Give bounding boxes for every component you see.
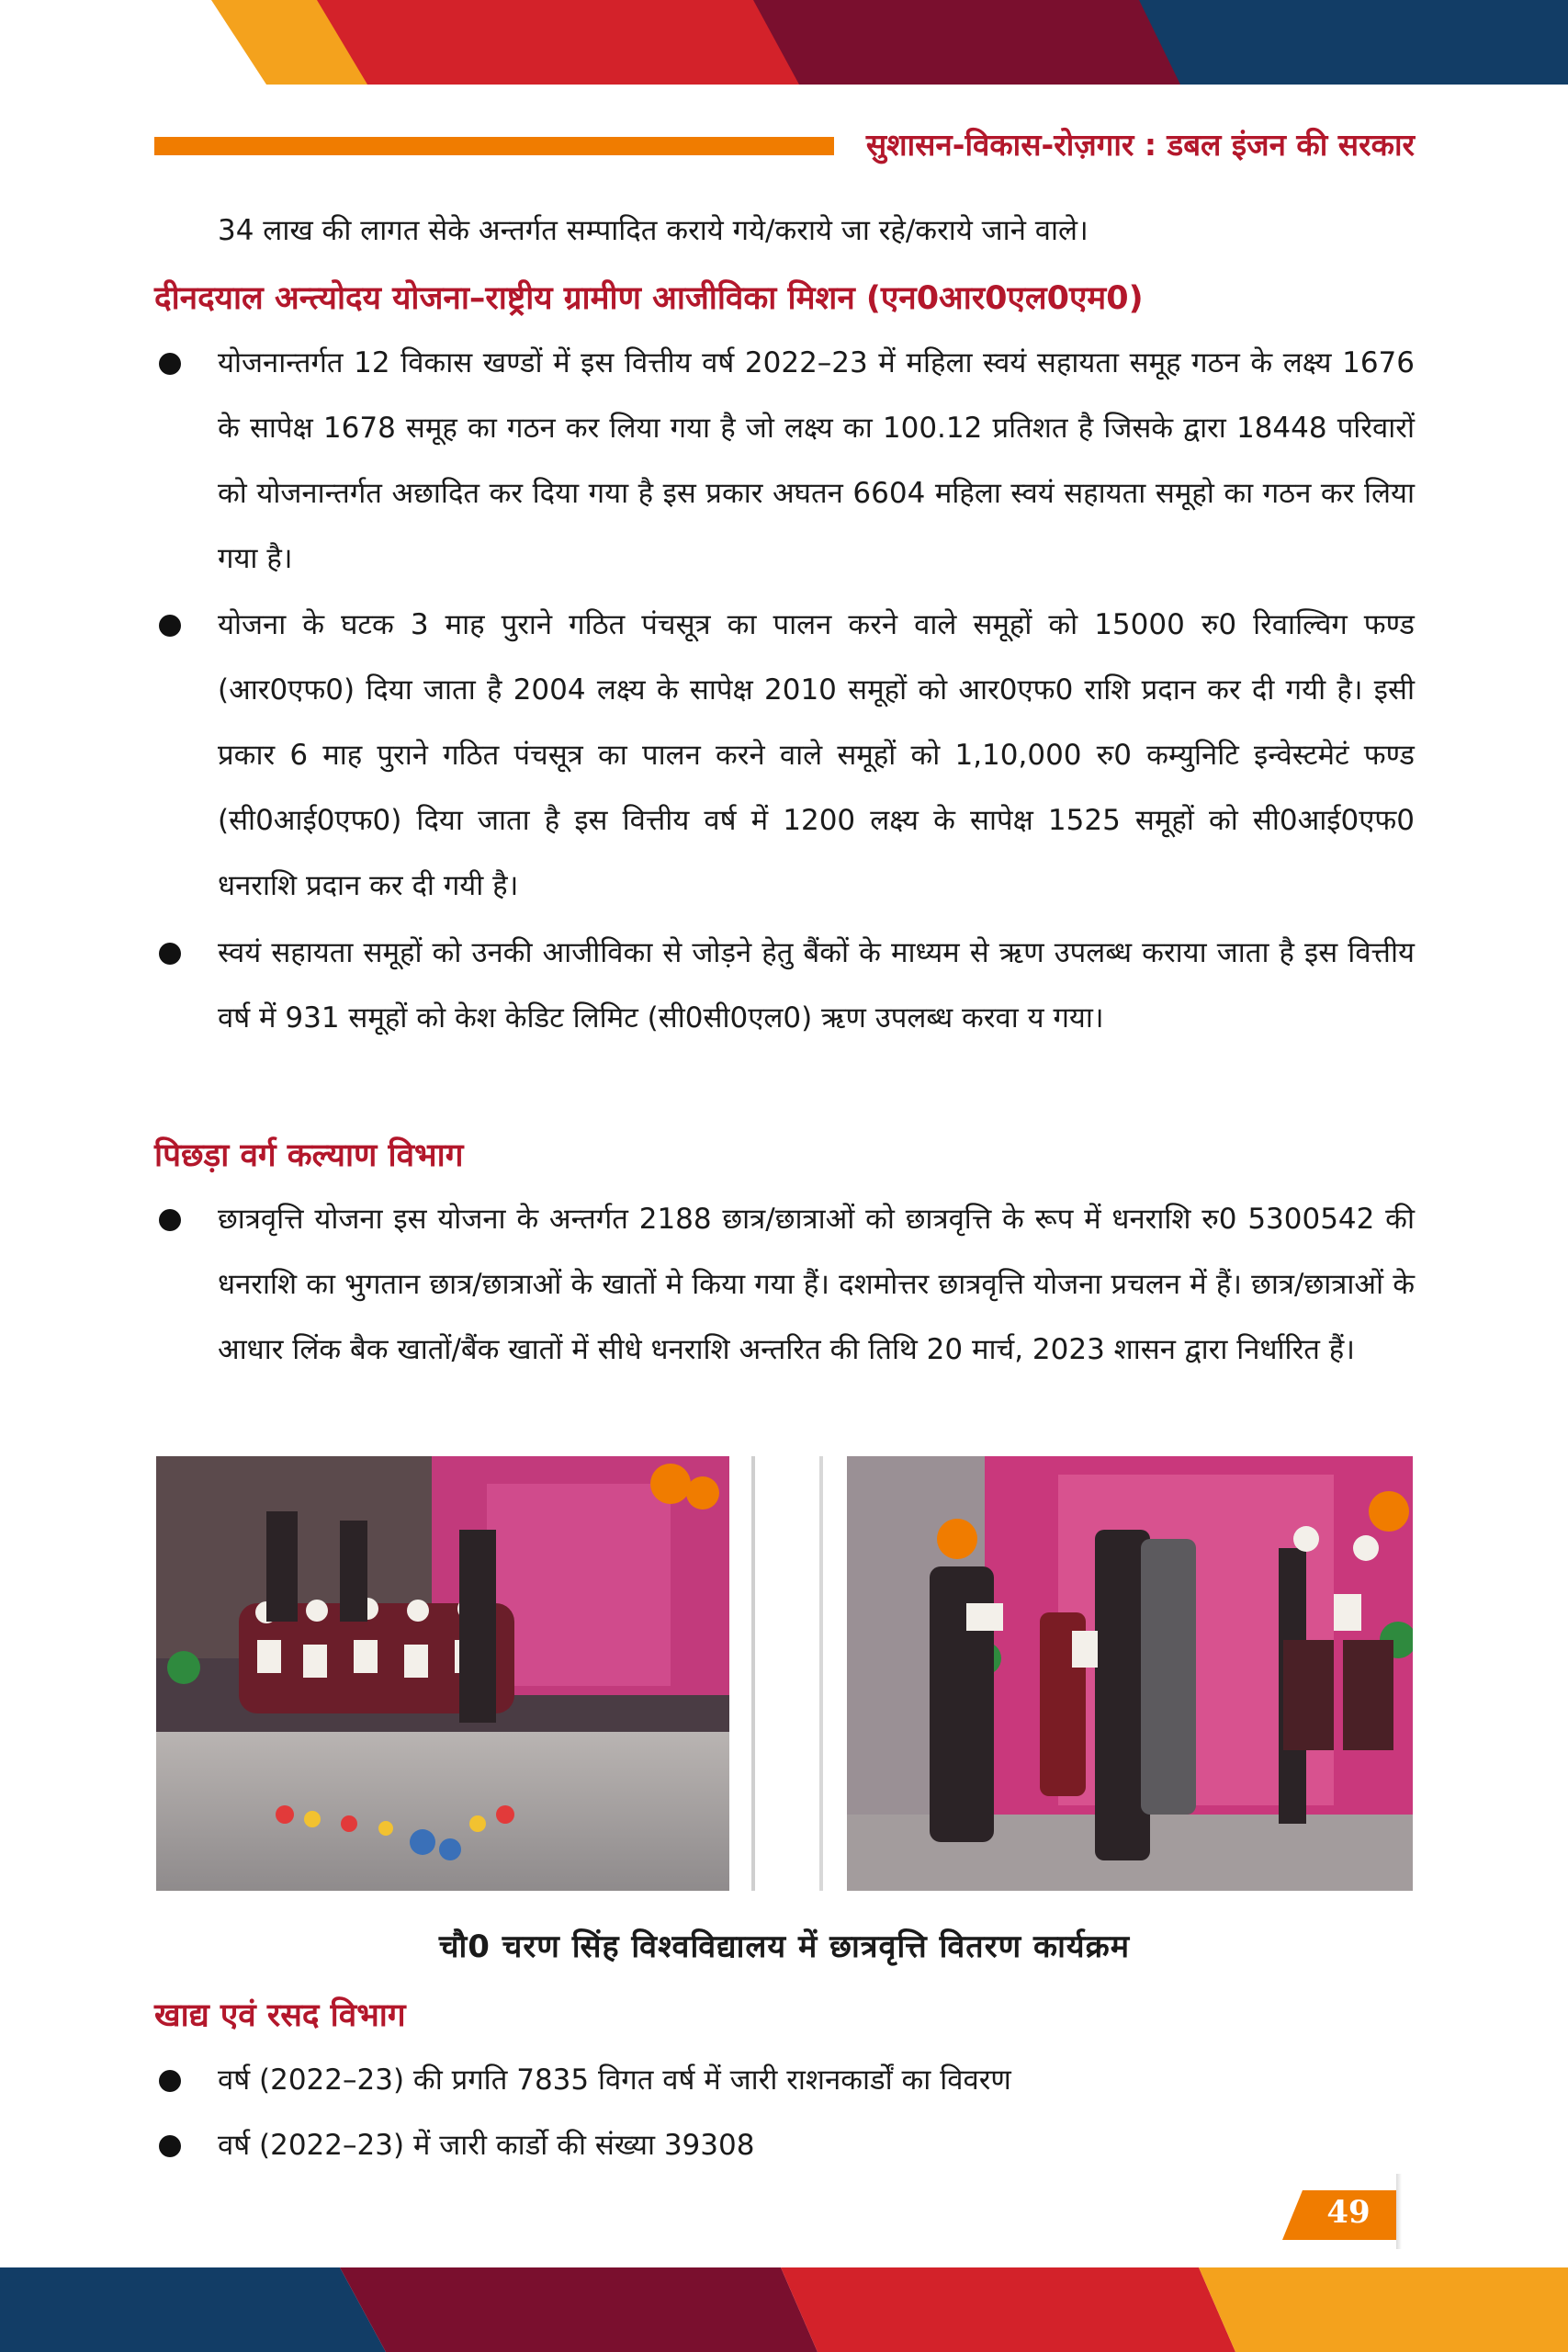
list-item-text: वर्ष (2022–23) में जारी कार्डो की संख्या 39308 <box>218 2129 755 2162</box>
bullet-icon <box>159 943 181 965</box>
list-item <box>154 593 1415 919</box>
list-item-text: योजनान्तर्गत 12 विकास खण्डों में इस वित्तीय वर्ष 2022–23 में महिला स्वयं सहायता समूह गठन के लक्ष्य 1676 के सापेक्ष 1678 समूह का गठन कर लिया गया है जो लक्ष्य का 100.12 प्रतिशत है जिसके द्वारा 18448 परिवारों को योजनान्तर्गत अछादित कर दिया गया है इस प्रकार अघतन 6604 महिला स्वयं सहायता समूहो का गठन कर लिया गया है। <box>218 346 1415 575</box>
list-item <box>154 2113 1415 2178</box>
photo-scholarship-group <box>156 1456 729 1891</box>
header-title: सुशासन-विकास-रोज़गार : डबल इंजन की सरकार <box>865 127 1415 163</box>
intro-line: 34 लाख की लागत सेके अन्तर्गत सम्पादित कराये गये/कराये जा रहे/कराये जाने वाले। <box>218 214 1089 247</box>
list-item <box>154 2048 1415 2113</box>
page-number: 49 <box>1326 2194 1371 2231</box>
photo-caption: चौ0 चरण सिंह विश्वविद्यालय में छात्रवृत्ति वितरण कार्यक्रम <box>438 1928 1131 1965</box>
photo-divider <box>819 1456 823 1891</box>
photo-divider <box>751 1456 755 1891</box>
section-heading-backward-class: पिछड़ा वर्ग कल्याण विभाग <box>154 1137 464 1174</box>
bullet-icon <box>159 2135 181 2157</box>
bullet-icon <box>159 2070 181 2092</box>
page-number-shadow <box>1396 2174 1402 2249</box>
list-item-text: योजना के घटक 3 माह पुराने गठित पंचसूत्र का पालन करने वाले समूहों को 15000 रु0 रिवाल्विग फण्ड (आर0एफ0) दिया जाता है 2004 लक्ष्य के सापेक्ष 2010 समूहों को आर0एफ0 राशि प्रदान कर दी गयी है। इसी प्रकार 6 माह पुराने गठित पंचसूत्र का पालन करने वाले समूहों को 1,10,000 रु0 कम्युनिटि इन्वेस्टमेटं फण्ड (सी0आई0एफ0) दिया जाता है इस वित्तीय वर्ष में 1200 लक्ष्य के सापेक्ष 1525 समूहों को सी0आई0एफ0 धनराशि प्रदान कर दी गयी है। <box>218 608 1415 902</box>
header-rule <box>154 137 834 155</box>
section-heading-nrlm: दीनदयाल अन्त्योदय योजना–राष्ट्रीय ग्रामीण आजीविका मिशन (एन0आर0एल0एम0) <box>154 280 1144 317</box>
list-item <box>154 331 1415 592</box>
section-heading-food-supply: खाद्य एवं रसद विभाग <box>154 1997 406 2034</box>
list-item-text: छात्रवृत्ति योजना इस योजना के अन्तर्गत 2188 छात्र/छात्राओं को छात्रवृत्ति के रूप में धनराशि रु0 5300542 की धनराशि का भुगतान छात्र/छात्राओं के खातों मे किया गया हैं। दशमोत्तर छात्रवृत्ति योजना प्रचलन में हैं। छात्र/छात्राओं के आधार लिंक बैक खातों/बैंक खातों में सीधे धनराशि अन्तरित की तिथि 20 मार्च, 2023 शासन द्वारा निर्धारित हैं। <box>218 1203 1415 1366</box>
bullet-icon <box>159 615 181 637</box>
list-item-text: वर्ष (2022–23) की प्रगति 7835 विगत वर्ष में जारी राशनकार्डों का विवरण <box>218 2064 1011 2097</box>
list-item-text: स्वयं सहायता समूहों को उनकी आजीविका से जोड़ने हेतु बैंकों के माध्यम से ऋण उपलब्ध कराया जाता है इस वित्तीय वर्ष में 931 समूहों को केश केडिट लिमिट (सी0सी0एल0) ऋण उपलब्ध करवा य गया। <box>218 936 1415 1035</box>
top-decorative-band <box>0 0 1568 85</box>
photo-scholarship-distribution <box>847 1456 1413 1891</box>
bottom-decorative-band <box>0 2267 1568 2352</box>
list-item <box>154 921 1415 1051</box>
bullet-icon <box>159 353 181 375</box>
list-item <box>154 1187 1415 1383</box>
bullet-icon <box>159 1209 181 1231</box>
